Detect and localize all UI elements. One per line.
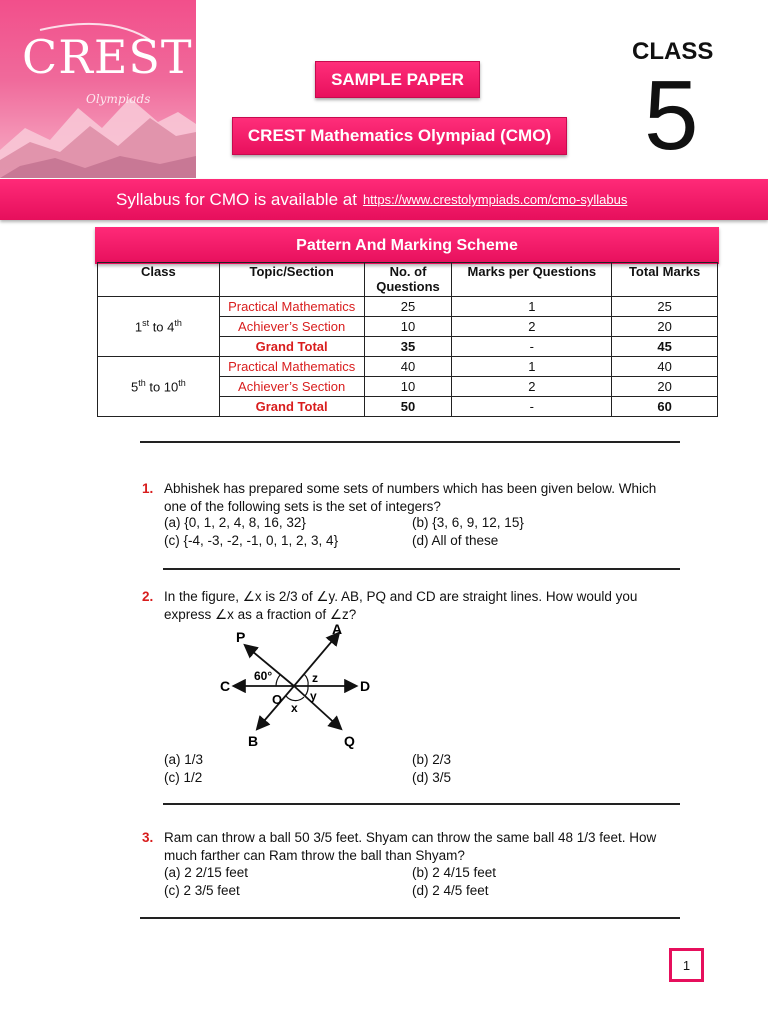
questions-cell: 35 xyxy=(364,337,452,357)
topic-cell: Achiever’s Section xyxy=(219,317,364,337)
figure-label: C xyxy=(220,678,231,694)
option-c[interactable]: (c) {-4, -3, -2, -1, 0, 1, 2, 3, 4} xyxy=(164,533,339,548)
questions-cell: 10 xyxy=(364,317,452,337)
topic-cell: Practical Mathematics xyxy=(219,297,364,317)
syllabus-text: Syllabus for CMO is available at xyxy=(116,189,357,209)
scheme-heading: Pattern And Marking Scheme xyxy=(95,227,719,264)
question-text-line: much farther can Ram throw the ball than Shyam? xyxy=(164,848,465,863)
option-a[interactable]: (a) 2 2/15 feet xyxy=(164,865,249,880)
marks-cell: 1 xyxy=(452,357,612,377)
option-d[interactable]: (d) All of these xyxy=(412,533,499,548)
divider xyxy=(140,917,680,919)
marks-cell: 2 xyxy=(452,377,612,397)
figure-label: Q xyxy=(344,733,355,749)
questions-cell: 10 xyxy=(364,377,452,397)
class-cell xyxy=(98,397,220,417)
column-header: Class xyxy=(98,263,220,297)
topic-cell: Achiever’s Section xyxy=(219,377,364,397)
total-cell: 45 xyxy=(612,337,718,357)
crest-logo-block xyxy=(0,0,196,178)
questions-cell: 25 xyxy=(364,297,452,317)
option-d[interactable]: (d) 2 4/5 feet xyxy=(412,883,489,898)
topic-cell: Grand Total xyxy=(219,397,364,417)
figure-label: D xyxy=(360,678,371,694)
question-text-line: Ram can throw a ball 50 3/5 feet. Shyam can throw the same ball 48 1/3 feet. How xyxy=(164,830,657,845)
total-cell: 20 xyxy=(612,377,718,397)
class-number: 5 xyxy=(644,60,699,170)
option-d[interactable]: (d) 3/5 xyxy=(412,770,452,785)
option-c[interactable]: (c) 1/2 xyxy=(164,770,203,785)
class-cell xyxy=(98,297,220,317)
marks-cell: 2 xyxy=(452,317,612,337)
question-number: 1. xyxy=(142,481,154,496)
class-cell xyxy=(98,357,220,377)
page-number: 1 xyxy=(669,948,704,982)
figure-angle-label: 60° xyxy=(254,669,273,683)
class-cell: 1st to 4th xyxy=(98,317,220,337)
option-b[interactable]: (b) 2/3 xyxy=(412,752,452,767)
table-row xyxy=(98,357,718,377)
divider xyxy=(163,568,680,570)
class-cell xyxy=(98,337,220,357)
topic-cell: Practical Mathematics xyxy=(219,357,364,377)
question-2 xyxy=(142,588,682,624)
question-text: In the figure, ∠x is 2/3 of ∠y. AB, PQ and CD are straight lines. How would you express ∠x as a fraction of ∠z? xyxy=(164,589,638,622)
column-header: No. of Questions xyxy=(364,263,452,297)
mountain-graphic xyxy=(0,0,196,178)
option-c[interactable]: (c) 2 3/5 feet xyxy=(164,883,240,898)
exam-title: CREST Mathematics Olympiad (CMO) xyxy=(232,117,567,155)
column-header: Marks per Questions xyxy=(452,263,612,297)
table-row xyxy=(98,317,718,337)
class-cell: 5th to 10th xyxy=(98,377,220,397)
figure-angle-x: x xyxy=(291,701,298,715)
marking-scheme-table xyxy=(97,262,718,417)
angle-figure xyxy=(218,620,378,752)
questions-cell: 40 xyxy=(364,357,452,377)
figure-angle-z: z xyxy=(312,671,318,685)
question-number: 3. xyxy=(142,830,154,845)
marks-cell: - xyxy=(452,397,612,417)
option-b[interactable]: (b) 2 4/15 feet xyxy=(412,865,497,880)
option-a[interactable]: (a) 1/3 xyxy=(164,752,204,767)
class-label: CLASS xyxy=(632,38,714,65)
syllabus-link[interactable]: https://www.crestolympiads.com/cmo-syllabus xyxy=(362,192,628,207)
question-number: 2. xyxy=(142,589,154,604)
table-row xyxy=(98,397,718,417)
total-cell: 20 xyxy=(612,317,718,337)
figure-angle-y: y xyxy=(310,689,317,703)
figure-label: O xyxy=(272,692,283,707)
marks-cell: - xyxy=(452,337,612,357)
question-text: Abhishek has prepared some sets of numbers which has been given below. Which one of the following sets is the set of integers? xyxy=(164,481,657,514)
column-header: Topic/Section xyxy=(219,263,364,297)
table-row xyxy=(98,377,718,397)
table-row xyxy=(98,337,718,357)
total-cell: 60 xyxy=(612,397,718,417)
total-cell: 40 xyxy=(612,357,718,377)
syllabus-banner xyxy=(0,179,768,220)
table-row xyxy=(98,297,718,317)
topic-cell: Grand Total xyxy=(219,337,364,357)
divider xyxy=(163,803,680,805)
total-cell: 25 xyxy=(612,297,718,317)
table-header-row xyxy=(98,263,718,297)
figure-label: P xyxy=(236,629,246,645)
option-a[interactable]: (a) {0, 1, 2, 4, 8, 16, 32} xyxy=(164,515,306,530)
sample-paper-label: SAMPLE PAPER xyxy=(315,61,480,98)
column-header: Total Marks xyxy=(612,263,718,297)
option-b[interactable]: (b) {3, 6, 9, 12, 15} xyxy=(412,515,524,530)
logo-wordmark: CREST xyxy=(22,30,193,84)
figure-label: A xyxy=(332,621,343,637)
question-3 xyxy=(142,829,682,865)
questions-cell: 50 xyxy=(364,397,452,417)
logo-subtitle: Olympiads xyxy=(86,92,151,106)
question-1 xyxy=(142,480,682,516)
marks-cell: 1 xyxy=(452,297,612,317)
figure-label: B xyxy=(248,733,259,749)
divider xyxy=(140,441,680,443)
